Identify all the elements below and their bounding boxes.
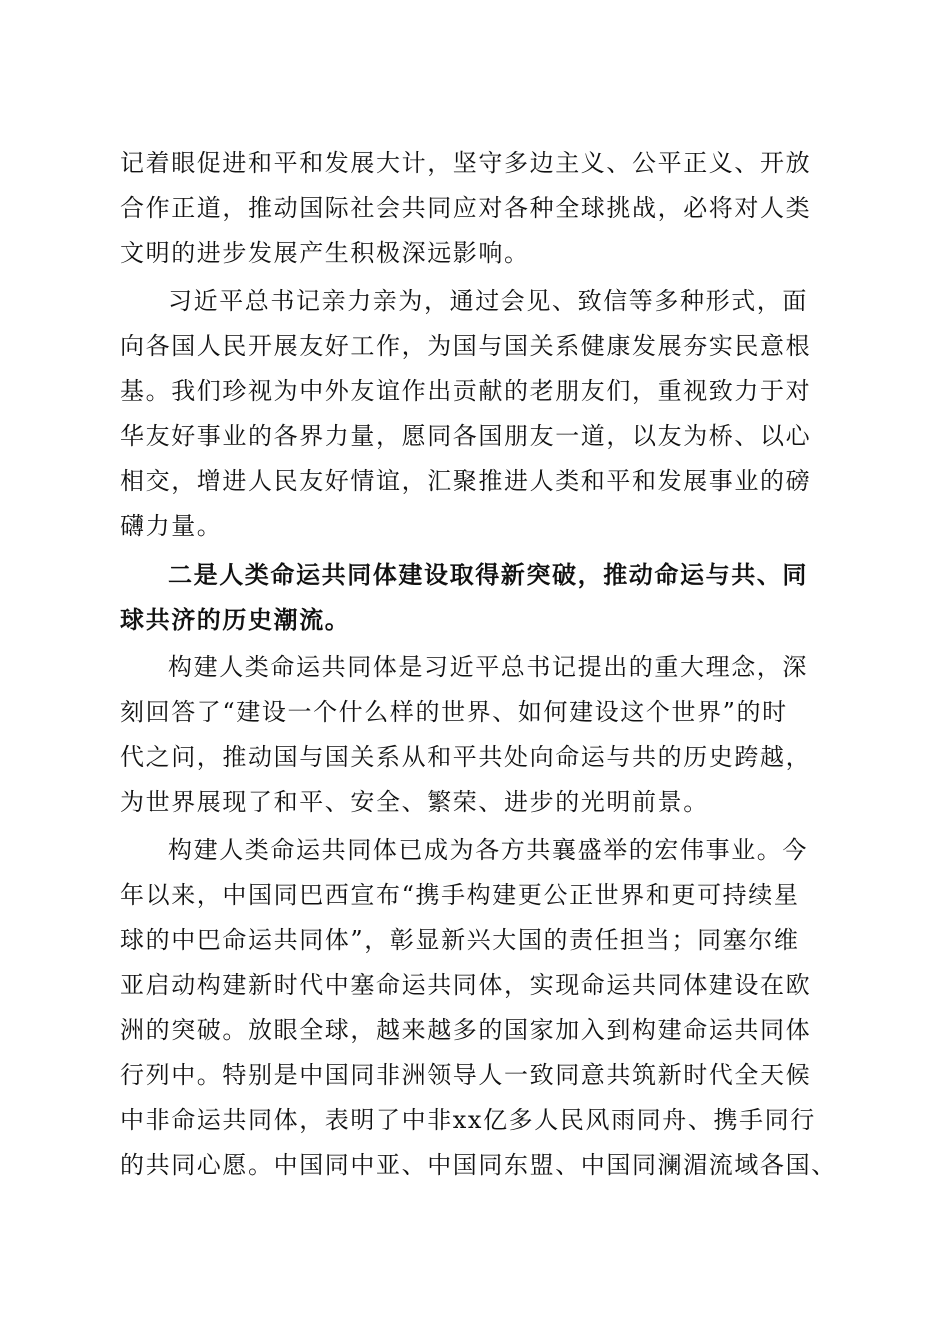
text-line: 记着眼促进和平和发展大计，坚守多边主义、公平正义、开放	[120, 149, 812, 177]
section-heading	[120, 552, 825, 642]
text-line: 洲的突破。放眼全球，越来越多的国家加入到构建命运共同体	[120, 1016, 812, 1044]
text-line: 文明的进步发展产生积极深远影响。	[120, 239, 530, 267]
heading-line: 球共济的历史潮流。	[120, 605, 351, 634]
paragraph-4	[120, 645, 825, 825]
heading-line: 二是人类命运共同体建设取得新突破，推动命运与共、同	[168, 560, 808, 589]
text-line: 球的中巴命运共同体”，彰显新兴大国的责任担当；同塞尔维	[120, 926, 800, 954]
text-line: 构建人类命运共同体已成为各方共襄盛举的宏伟事业。今	[168, 836, 808, 864]
text-line: 行列中。特别是中国同非洲领导人一致同意共筑新时代全天候	[120, 1061, 812, 1089]
text-line: 合作正道，推动国际社会共同应对各种全球挑战，必将对人类	[120, 194, 812, 222]
text-line: 刻回答了“建设一个什么样的世界、如何建设这个世界”的时	[120, 698, 788, 726]
text-line: 华友好事业的各界力量，愿同各国朋友一道，以友为桥、以心	[120, 422, 812, 450]
text-line: 的共同心愿。中国同中亚、中国同东盟、中国同澜湄流域各国、	[120, 1151, 837, 1179]
text-line: 礴力量。	[120, 512, 223, 540]
paragraph-2	[120, 279, 825, 549]
paragraph-1	[120, 141, 825, 276]
text-line: 代之问，推动国与国关系从和平共处向命运与共的历史跨越，	[120, 743, 812, 771]
text-line: 亚启动构建新时代中塞命运共同体，实现命运共同体建设在欧	[120, 971, 812, 999]
text-line: 向各国人民开展友好工作，为国与国关系健康发展夯实民意根	[120, 332, 812, 360]
text-line: 年以来，中国同巴西宣布“携手构建更公正世界和更可持续星	[120, 881, 800, 909]
text-line: 中非命运共同体，表明了中非xx亿多人民风雨同舟、携手同行	[120, 1106, 816, 1134]
paragraph-5	[120, 828, 837, 1188]
text-line: 基。我们珍视为中外友谊作出贡献的老朋友们，重视致力于对	[120, 377, 812, 405]
document-page	[120, 141, 837, 1188]
text-line: 为世界展现了和平、安全、繁荣、进步的光明前景。	[120, 788, 709, 816]
text-line: 习近平总书记亲力亲为，通过会见、致信等多种形式，面	[168, 287, 808, 315]
text-line: 相交，增进人民友好情谊，汇聚推进人类和平和发展事业的磅	[120, 467, 812, 495]
text-line: 构建人类命运共同体是习近平总书记提出的重大理念，深	[168, 653, 808, 681]
